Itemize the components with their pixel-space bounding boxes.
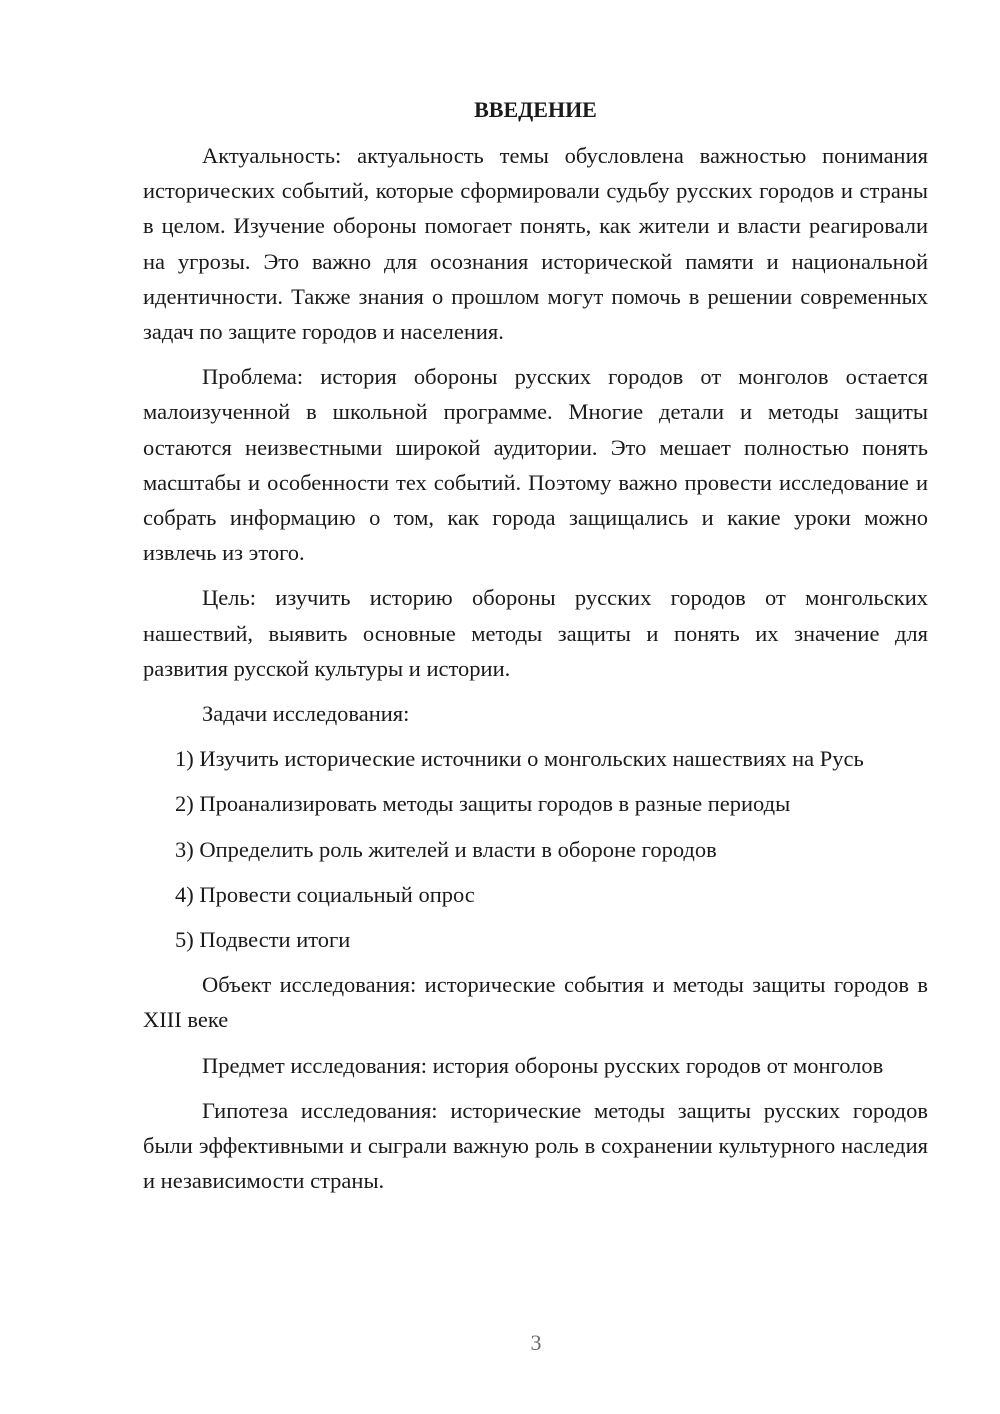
subject-paragraph: Предмет исследования: история обороны русских городов от монголов: [202, 1052, 884, 1078]
object-paragraph: Объект исследования: исторические события и методы защиты городов в XIII веке: [143, 972, 928, 1033]
relevance-paragraph: Актуальность: актуальность темы обусловлена важностью понимания исторических событий, которые сформировали судьбу русских городов и страны в целом. Изучение обороны помогает понять, как жители и власти реагировали на угрозы. Это важно для осознания исторической памяти и национальной идентичности. Также знания о прошлом могут помочь в решении современных задач по защите городов и населения.: [143, 143, 928, 345]
hypothesis-paragraph: Гипотеза исследования: исторические методы защиты русских городов были эффективными и сыграли важную роль в сохранении культурного наследия и независимости страны.: [143, 1097, 928, 1194]
task-item-3: 3) Определить роль жителей и власти в обороне городов: [175, 836, 717, 862]
task-item-4: 4) Провести социальный опрос: [175, 881, 475, 907]
tasks-heading: Задачи исследования:: [202, 701, 410, 727]
page-title: ВВЕДЕНИЕ: [474, 97, 597, 122]
task-item-1: 1) Изучить исторические источники о монгольских нашествиях на Русь: [175, 746, 864, 772]
task-item-2: 2) Проанализировать методы защиты городов в разные периоды: [175, 791, 791, 817]
page-number: 3: [530, 1330, 542, 1355]
task-item-5: 5) Подвести итоги: [175, 927, 351, 953]
goal-paragraph: Цель: изучить историю обороны русских городов от монгольских нашествий, выявить основные методы защиты и понять их значение для развития русской культуры и истории.: [143, 585, 928, 681]
document-page: [143, 94, 928, 1208]
problem-paragraph: Проблема: история обороны русских городов от монголов остается малоизученной в школьной программе. Многие детали и методы защиты остаются неизвестными широкой аудитории. Это мешает полностью понять масштабы и особенности тех событий. Поэтому важно провести исследование и собрать информацию о том, как города защищались и какие уроки можно извлечь из этого.: [143, 364, 928, 566]
